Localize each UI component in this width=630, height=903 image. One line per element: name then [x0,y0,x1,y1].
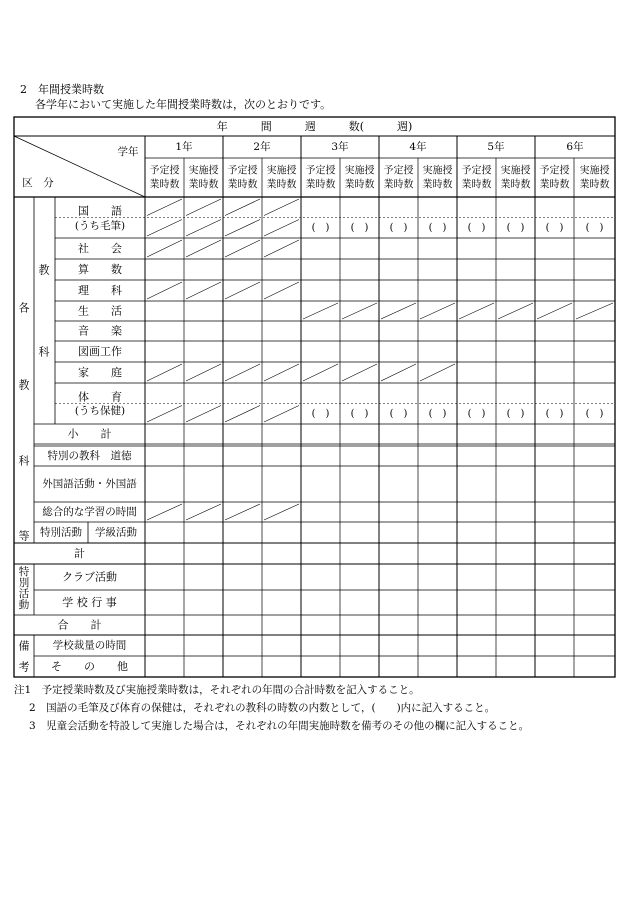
group-tokkatsu: 別 [18,577,30,589]
group-biko: 備 [18,639,30,653]
na-diagonal [186,282,221,299]
group-tokkatsu: 特 [18,566,30,578]
na-diagonal [186,504,221,520]
subject-sansu: 算 数 [78,263,122,276]
paren-placeholder: ( ) [389,408,408,420]
subject-shakai: 社 会 [78,242,122,255]
note-2: 2 国語の毛筆及び体育の保健は，それぞれの教科の時数の内数として，( )内に記入すること。 [29,702,496,714]
na-diagonal [498,303,533,319]
na-diagonal [420,364,455,381]
na-diagonal [186,220,221,237]
grade-header: 3年 [331,141,349,153]
sub-header: 予定授 [227,165,258,177]
na-diagonal [381,364,416,381]
na-diagonal [420,303,455,319]
na-diagonal [225,220,260,237]
na-diagonal [147,364,182,381]
sub-header: 業時数 [305,179,336,191]
na-diagonal [186,364,221,381]
na-diagonal [459,303,494,319]
na-diagonal [225,406,260,423]
na-diagonal [537,303,572,319]
grade-header: 5年 [487,141,505,153]
group-kyoka: 教 [38,263,50,277]
group-kaku: 等 [18,529,30,543]
na-diagonal [225,504,260,520]
na-diagonal [147,199,182,216]
paren-placeholder: ( ) [467,408,486,420]
sub-header: 実施授 [500,165,531,177]
na-diagonal [264,364,299,381]
notes [14,681,529,735]
group-tokkatsu: 動 [18,599,30,611]
na-diagonal [147,282,182,299]
group-kaku: 各 [18,301,30,315]
paren-placeholder: ( ) [506,408,525,420]
club-label: クラブ活動 [62,570,117,584]
sub-header: 業時数 [266,179,297,191]
sub-header: 業時数 [383,179,414,191]
paren-placeholder: ( ) [350,222,369,234]
na-diagonal [303,364,338,381]
na-diagonal [264,406,299,423]
other-label: そ の 他 [51,660,128,673]
sub-header: 予定授 [539,165,570,177]
special-activities-label: 特別活動 [40,526,82,539]
na-diagonal [186,240,221,257]
subject-rika: 理 科 [78,284,122,297]
sub-header: 予定授 [383,165,414,177]
corner-kubun: 区 分 [22,177,54,189]
na-diagonal [225,199,260,216]
na-diagonal [264,240,299,257]
na-diagonal [264,220,299,237]
moral-label: 特別の教科 道徳 [47,450,132,462]
header-weeks: 年 間 週 数( 週) [216,120,413,133]
na-diagonal [186,199,221,216]
grand-total-label: 合 計 [57,618,102,632]
discretionary-time-label: 学校裁量の時間 [52,639,127,652]
paren-placeholder: ( ) [428,222,447,234]
sub-header: 予定授 [461,165,492,177]
paren-placeholder: ( ) [545,222,564,234]
sub-header: 業時数 [461,179,492,191]
sub-header: 業時数 [149,179,180,191]
subject-zuga: 図画工作 [78,345,122,358]
section-heading: 2 年間授業時数 [20,83,104,96]
na-diagonal [147,220,182,237]
grade-header: 6年 [566,141,584,153]
na-diagonal [342,303,377,319]
class-activities-label: 学級活動 [95,526,137,539]
foreign-language-label: 外国語活動・外国語 [42,478,137,490]
sub-header: 実施授 [188,165,219,177]
na-diagonal [576,303,613,319]
grade-header: 2年 [253,141,271,153]
sub-header: 実施授 [266,165,297,177]
intro-text: 各学年において実施した年間授業時数は，次のとおりです。 [35,98,332,111]
sub-header: 実施授 [579,165,610,177]
subject-taiiku-sub: (うち保健) [74,405,126,417]
subject-kokugo-sub: (うち毛筆) [74,220,126,232]
paren-placeholder: ( ) [585,408,604,420]
sub-header: 業時数 [579,179,610,191]
na-diagonal [264,282,299,299]
paren-placeholder: ( ) [585,222,604,234]
paren-placeholder: ( ) [467,222,486,234]
subject-katei: 家 庭 [78,366,122,379]
na-diagonal [147,504,182,520]
sub-header: 予定授 [149,165,180,177]
group-biko: 考 [18,660,30,674]
sub-header: 業時数 [344,179,375,191]
na-diagonal [264,504,299,520]
sub-header: 業時数 [500,179,531,191]
subject-kokugo: 国 語 [78,204,122,218]
na-diagonal [225,364,260,381]
na-diagonal [186,406,221,423]
note-1: 注1 予定授業時数及び実施授業時数は，それぞれの年間の合計時数を記入すること。 [14,684,420,696]
na-diagonal [225,240,260,257]
paren-placeholder: ( ) [311,222,330,234]
paren-placeholder: ( ) [545,408,564,420]
na-diagonal [342,364,377,381]
sub-header: 実施授 [344,165,375,177]
note-3: 3 児童会活動を特設して実施した場合は，それぞれの年間実施時数を備考のその他の欄に記入すること。 [29,720,530,732]
corner-gakunen: 学年 [117,146,139,158]
na-diagonal [225,282,260,299]
group-kyoka: 科 [38,345,50,359]
integrated-study-label: 総合的な学習の時間 [42,506,137,518]
school-events-label: 学 校 行 事 [62,596,117,609]
group-tokkatsu: 活 [18,588,30,600]
subject-taiiku: 体 育 [78,390,122,404]
paren-placeholder: ( ) [389,222,408,234]
sub-header: 業時数 [188,179,219,191]
na-diagonal [381,303,416,319]
total-label: 計 [74,547,85,560]
na-diagonal [147,406,182,423]
subject-ongaku: 音 楽 [78,324,122,338]
na-diagonal [264,199,299,216]
paren-placeholder: ( ) [311,408,330,420]
subject-seikatsu: 生 活 [78,304,122,318]
grade-header: 4年 [409,141,427,153]
sub-header: 実施授 [422,165,453,177]
grade-header: 1年 [175,141,193,153]
paren-placeholder: ( ) [506,222,525,234]
group-kaku: 教 [18,378,30,392]
sub-header: 業時数 [539,179,570,191]
paren-placeholder: ( ) [350,408,369,420]
subtotal-label: 小 計 [67,427,112,441]
group-kaku: 科 [18,454,30,468]
sub-header: 業時数 [422,179,453,191]
na-diagonal [147,240,182,257]
sub-header: 業時数 [227,179,258,191]
sub-header: 予定授 [305,165,336,177]
paren-placeholder: ( ) [428,408,447,420]
na-diagonal [303,303,338,319]
